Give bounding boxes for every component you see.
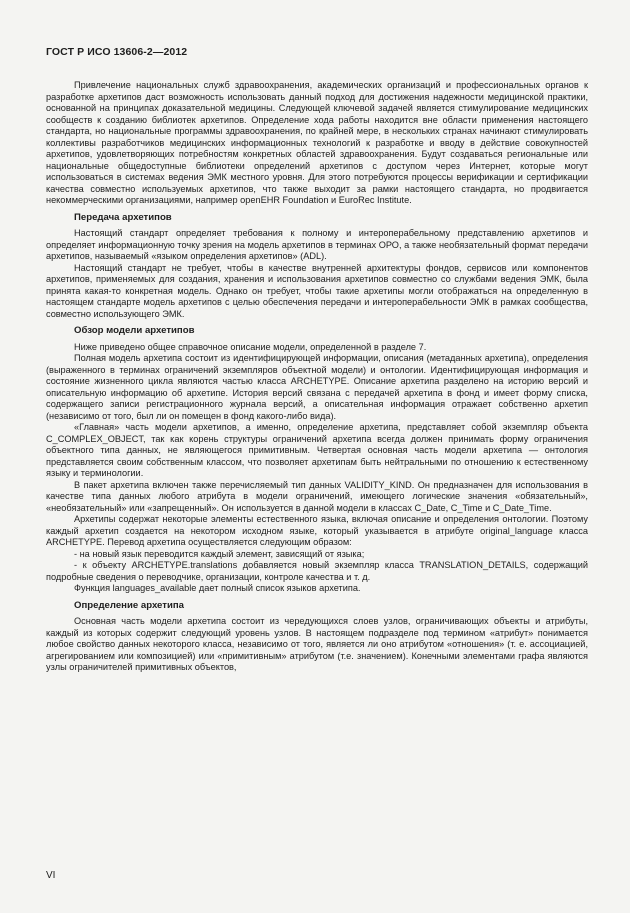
paragraph: Ниже приведено общее справочное описание модели, определенной в разделе 7.: [74, 341, 427, 352]
section-heading-definition: Определение архетипа: [74, 599, 184, 611]
list-item: - к объекту ARCHETYPE.translations добавляется новый экземпляр класса TRANSLATION_DETAILS, содержащий подробные сведения о переводчике, организации, контроле качества и т. д.: [46, 560, 588, 582]
section-heading-transfer: Передача архетипов: [74, 211, 172, 223]
running-header: ГОСТ Р ИСО 13606-2—2012: [46, 46, 188, 58]
paragraph: Привлечение национальных служб здравоохранения, академических организаций и профессиональных органов к разработке архетипов даст возможность использовать данный подход для достижения надежности медицинской практики, основанной на принципах доказательной медицины. Следующей ключевой задачей является стимулирование медицинских сообществ к созданию библиотек архетипов. Определение хода работы находится вне области применения настоящего стандарта, но национальные программы здравоохранения, по крайней мере, в нескольких странах начинают стимулировать коллективы разработчиков медицинских информационных технологий к разработке и вводу в действие совокупностей архетипов, удовлетворяющих потребностям конкретных областей здравоохранения. Будут создаваться региональные или национальные общедоступные библиотеки определений архетипов с доступом через Интернет, которые могут использоваться в системах ведения ЭМК местного уровня. Для этого потребуются процессы верификации и сертификации качества совместно используемых архетипов, что также выходит за рамки настоящего стандарта, но продвигается некоммерческими организациями, например openEHR Foundation и EuroRec Institute.: [46, 80, 588, 205]
paragraph: Полная модель архетипа состоит из идентифицирующей информации, описания (метаданных архетипа), определения (выраженного в терминах ограничений экземпляров объектной модели) и онтологии. Идентифицирующая информация и состояние жизненного цикла являются частью класса ARCHETYPE. Описание архетипа разделено на историю версий и описательную информацию об архетипе. История версий связана с передачей архетипа в фонд и имеет форму списка, содержащего записи регистрационного журнала версий, а описательная информация отражает собственно архетип (независимо от того, был ли он помещен в фонд какого-либо вида).: [46, 353, 588, 421]
paragraph: Настоящий стандарт определяет требования к полному и интероперабельному представлению архетипов и определяет информационную точку зрения на модель архетипов в терминах ОРО, а также необязательный формат передачи архетипов, называемый «языком определения архетипов» (ADL).: [46, 228, 588, 261]
page-number: VI: [46, 870, 56, 881]
paragraph: Настоящий стандарт не требует, чтобы в качестве внутренней архитектуры фондов, сервисов или компонентов архетипов, применяемых для создания, хранения и использования архетипов совместно со службами ведения ЭМК, была принята какая-то конкретная модель. Однако он требует, чтобы такие архетипы могли отображаться на определенную в настоящем стандарте модель архетипов с целью обеспечения передачи и интероперабельности ЭМК в рамках сообщества, совместно использующего ЭМК.: [46, 262, 588, 319]
paragraph: Основная часть модели архетипа состоит из чередующихся слоев узлов, ограничивающих объекты и атрибуты, каждый из которых содержит следующий уровень узлов. В настоящем подразделе под термином «атрибут» понимается любое свойство данных некоторого класса, независимо от того, является ли оно атрибутом «отношения» (т. е. ассоциацией, агрегированием или композицией) или «примитивным» атрибутом (т.е. значением). Конечными элементами графа являются узлы ограничителей примитивных объектов,: [46, 616, 588, 672]
list-item: - на новый язык переводится каждый элемент, зависящий от языка;: [74, 548, 365, 559]
section-heading-model-overview: Обзор модели архетипов: [74, 325, 195, 336]
paragraph: Функция languages_available дает полный список языков архетипа.: [74, 583, 361, 593]
paragraph: Архетипы содержат некоторые элементы естественного языка, включая описание и определения онтологии. Поэтому каждый архетип создается на некотором исходном языке, который указывается в атрибуте original_language класса ARCHETYPE. Перевод архетипа осуществляется следующим образом:: [46, 514, 588, 547]
body-text: [46, 80, 588, 674]
paragraph: В пакет архетипа включен также перечисляемый тип данных VALIDITY_KIND. Он предназначен для использования в качестве типа данных любого атрибута в модели ограничений, имеющего логические значения «обязательный», «необязательный» или «запрещенный». Он используется в данной модели в классах C_Date, C_Time и C_Date_Time.: [46, 479, 588, 513]
paragraph: «Главная» часть модели архетипов, а именно, определение архетипа, представляет собой экземпляр объекта C_COMPLEX_OBJECT, так как корень структуры ограничений архетипа всегда должен принимать форму ограничения объектного типа данных, не являющегося примитивным. Четвертая основная часть модели архетипа — онтология представляется своим собственным классом, что позволяет архетипам быть нейтральными по отношению к естественному языку и терминологии.: [46, 422, 588, 478]
